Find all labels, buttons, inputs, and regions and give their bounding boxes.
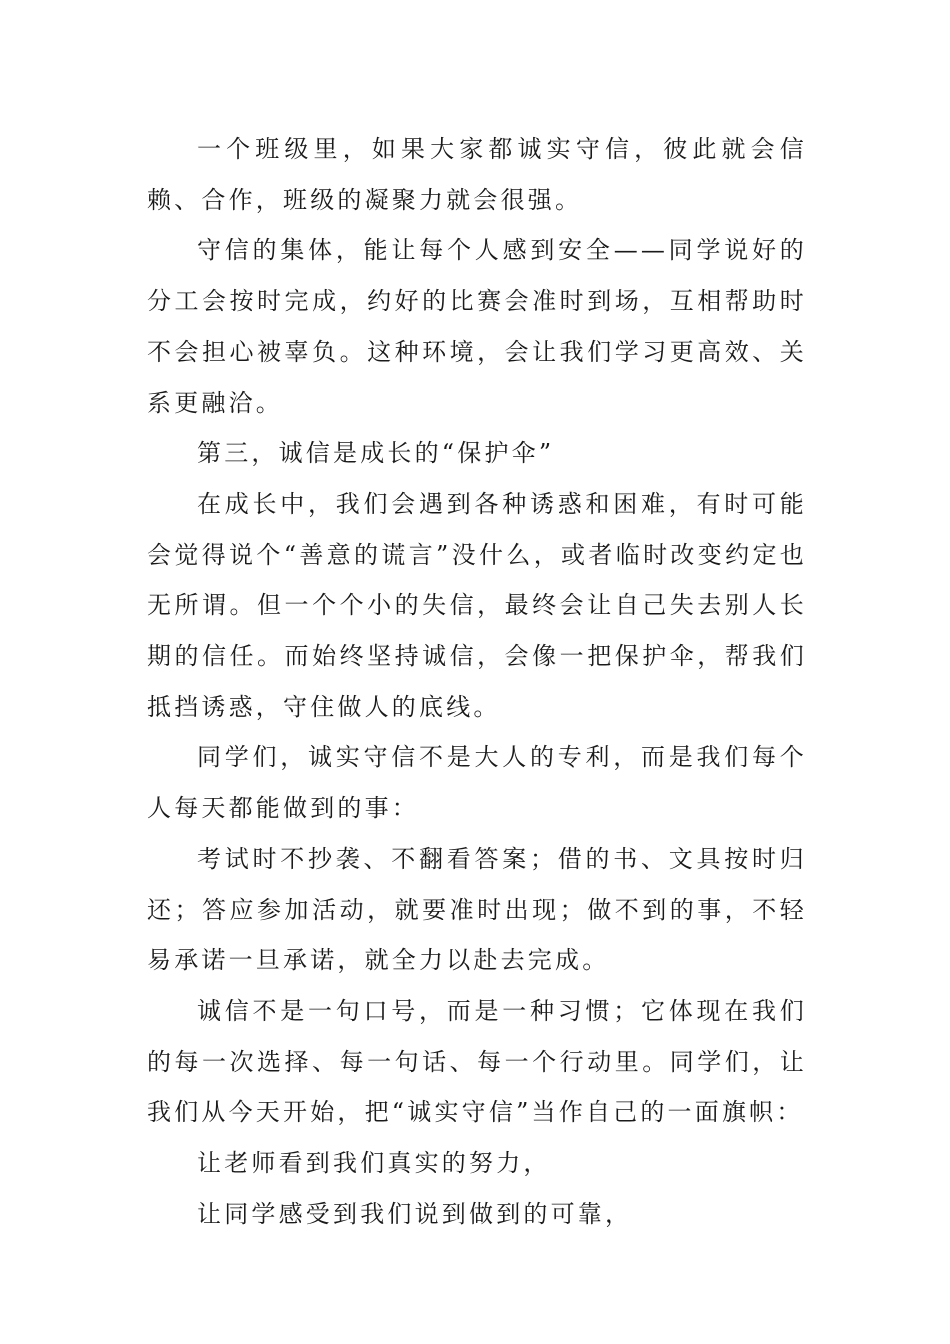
paragraph-growth-temptation: 在成长中，我们会遇到各种诱惑和困难，有时可能会觉得说个“善意的谎言”没什么，或者临时改变约定也无所谓。但一个个小的失信，最终会让自己失去别人长期的信任。而始终坚持诚信，会像一把保护伞，帮我们抵挡诱惑，守住做人的底线。 xyxy=(147,489,807,721)
paragraph-trusting-collective: 守信的集体，能让每个人感到安全——同学说好的分工会按时完成，约好的比赛会准时到场，互相帮助时不会担心被辜负。这种环境，会让我们学习更高效、关系更融洽。 xyxy=(147,236,807,417)
paragraph-class-trust: 一个班级里，如果大家都诚实守信，彼此就会信赖、合作，班级的凝聚力就会很强。 xyxy=(147,135,807,214)
document-body xyxy=(147,124,807,1239)
paragraph-teachers-see: 让老师看到我们真实的努力， xyxy=(197,1149,551,1178)
paragraph-examples: 考试时不抄袭、不翻看答案；借的书、文具按时归还；答应参加活动，就要准时出现；做不到的事，不轻易承诺一旦承诺，就全力以赴去完成。 xyxy=(147,844,807,975)
paragraph-integrity-habit: 诚信不是一句口号，而是一种习惯；它体现在我们的每一次选择、每一句话、每一个行动里。同学们，让我们从今天开始，把“诚实守信”当作自己的一面旗帜： xyxy=(147,996,807,1127)
section-heading-third: 第三，诚信是成长的“保护伞” xyxy=(197,439,555,468)
paragraph-classmates-feel: 让同学感受到我们说到做到的可靠， xyxy=(197,1199,633,1228)
paragraph-students-can-do: 同学们，诚实守信不是大人的专利，而是我们每个人每天都能做到的事： xyxy=(147,743,807,823)
